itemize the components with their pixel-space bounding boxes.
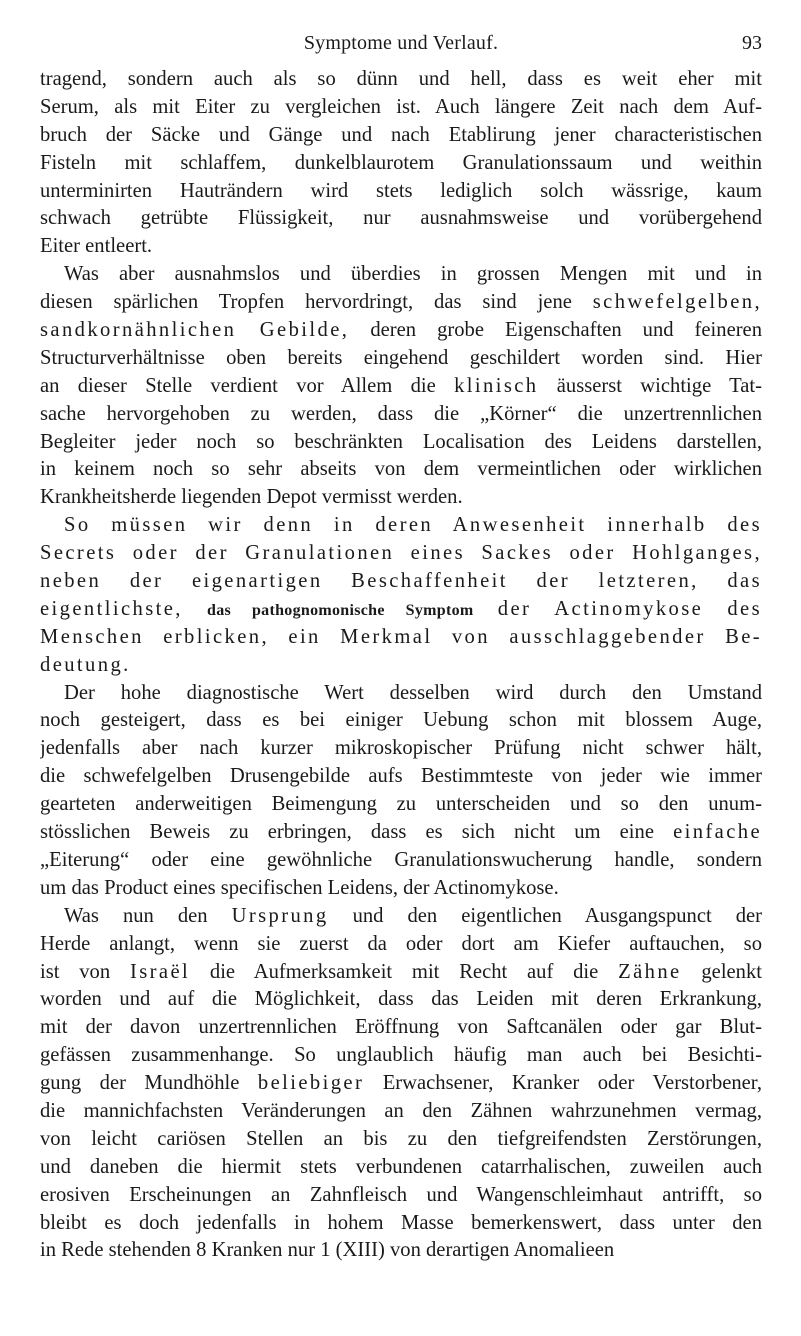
spaced-emphasis: eigentlichste, bbox=[40, 597, 207, 620]
running-head bbox=[40, 28, 762, 62]
text-segment: noch gesteigert, dass es bei einiger Uebung schon mit blossem Auge, bbox=[40, 709, 762, 732]
text-line bbox=[40, 1098, 762, 1126]
text-line bbox=[40, 289, 762, 317]
text-segment: stösslichen Beweis zu erbringen, dass es sich nicht um eine bbox=[40, 821, 674, 844]
text-line bbox=[40, 94, 762, 122]
text-line bbox=[40, 1070, 762, 1098]
text-line bbox=[40, 1126, 762, 1154]
running-title: Symptome und Verlauf. bbox=[303, 32, 499, 54]
text-segment: schwach getrübte Flüssigkeit, nur ausnahmsweise und vorübergehend bbox=[40, 207, 762, 230]
text-line bbox=[40, 847, 762, 875]
text-segment: gefässen zusammenhange. So unglaublich häufig man auch bei Besichti- bbox=[40, 1044, 762, 1067]
text-segment: Krankheitsherde liegenden Depot vermisst werden. bbox=[40, 486, 463, 509]
text-segment: diesen spärlichen Tropfen hervordringt, das sind jene bbox=[40, 291, 593, 314]
spaced-emphasis: Secrets oder der Granulationen eines Sackes oder Hohlganges, bbox=[40, 542, 762, 565]
spaced-emphasis: Israël bbox=[129, 960, 191, 983]
text-segment: erosiven Erscheinungen an Zahnfleisch und Wangenschleimhaut antrifft, so bbox=[40, 1183, 762, 1206]
text-line bbox=[40, 986, 762, 1014]
text-line bbox=[40, 178, 762, 206]
spaced-emphasis: der Actinomykose des bbox=[473, 597, 762, 620]
text-segment: Fisteln mit schlaffem, dunkelblaurotem Granulationssaum und weithin bbox=[40, 151, 762, 174]
text-line bbox=[40, 735, 762, 763]
text-segment: tragend, sondern auch als so dünn und hell, dass es weit eher mit bbox=[40, 68, 762, 90]
text-line bbox=[40, 456, 762, 484]
text-segment: an dieser Stelle verdient vor Allem die bbox=[40, 374, 455, 397]
text-line bbox=[40, 540, 762, 568]
text-line bbox=[40, 484, 762, 512]
text-line bbox=[40, 1014, 762, 1042]
text-segment: und den eigentlichen Ausgangspunct der bbox=[328, 904, 762, 927]
book-page bbox=[40, 28, 762, 1265]
spaced-emphasis: Menschen erblicken, ein Merkmal von ausschlaggebender Be- bbox=[40, 625, 762, 648]
spaced-emphasis: Ursprung bbox=[231, 904, 329, 927]
text-segment: bleibt es doch jedenfalls in hohem Masse bemerkenswert, dass unter den bbox=[40, 1211, 762, 1234]
text-line bbox=[40, 317, 762, 345]
text-line bbox=[40, 66, 762, 94]
text-line bbox=[40, 512, 762, 540]
text-line bbox=[40, 233, 762, 261]
spaced-emphasis: beliebiger bbox=[257, 1072, 365, 1095]
text-line bbox=[40, 122, 762, 150]
text-segment: sache hervorgehoben zu werden, dass die „Körner“ die unzertrennlichen bbox=[40, 402, 762, 425]
spaced-emphasis: einfache bbox=[673, 821, 762, 844]
text-segment: Structurverhältnisse oben bereits eingehend geschildert worden sind. Hier bbox=[40, 346, 762, 369]
text-segment: Was aber ausnahmslos und überdies in grossen Mengen mit und in bbox=[64, 263, 762, 286]
text-segment: gearteten anderweitigen Beimengung zu unterscheiden und so den unum- bbox=[40, 793, 762, 816]
spaced-emphasis: klinisch bbox=[454, 374, 539, 397]
text-line bbox=[40, 345, 762, 373]
text-segment: Serum, als mit Eiter zu vergleichen ist. Auch längere Zeit nach dem Auf- bbox=[40, 95, 762, 118]
text-line bbox=[40, 652, 762, 680]
text-segment: in keinem noch so sehr abseits von dem vermeintlichen oder wirklichen bbox=[40, 458, 762, 481]
text-line bbox=[40, 568, 762, 596]
text-line bbox=[40, 875, 762, 903]
text-segment: äusserst wichtige Tat- bbox=[538, 374, 762, 397]
text-segment: die Aufmerksamkeit mit Recht auf die bbox=[190, 960, 619, 983]
text-line bbox=[40, 596, 762, 624]
text-segment: die schwefelgelben Drusengebilde aufs Bestimmteste von jeder wie immer bbox=[40, 765, 762, 788]
text-segment: Erwachsener, Kranker oder Verstorbener, bbox=[364, 1072, 762, 1095]
text-segment: in Rede stehenden 8 Kranken nur 1 (XIII) von derartigen Anomalieen bbox=[40, 1239, 615, 1262]
text-line bbox=[40, 1237, 762, 1265]
text-segment: bruch der Säcke und Gänge und nach Etablirung jener characteristischen bbox=[40, 123, 762, 146]
text-line bbox=[40, 429, 762, 457]
text-segment: deren grobe Eigenschaften und feineren bbox=[349, 319, 762, 342]
text-segment: und daneben die hiermit stets verbundenen catarrhalischen, zuweilen auch bbox=[40, 1155, 762, 1178]
text-line bbox=[40, 401, 762, 429]
text-line bbox=[40, 931, 762, 959]
text-segment: Eiter entleert. bbox=[40, 235, 153, 258]
text-line bbox=[40, 763, 762, 791]
page-number: 93 bbox=[742, 32, 762, 54]
text-line bbox=[40, 261, 762, 289]
bold-emphasis: das pathognomonische Symptom bbox=[207, 601, 474, 619]
text-segment: gung der Mundhöhle bbox=[40, 1072, 258, 1095]
text-segment: Herde anlangt, wenn sie zuerst da oder dort am Kiefer auftauchen, so bbox=[40, 932, 762, 955]
text-segment: Was nun den bbox=[64, 904, 232, 927]
body-text bbox=[40, 66, 762, 1265]
text-segment: Der hohe diagnostische Wert desselben wird durch den Umstand bbox=[64, 681, 762, 704]
text-segment: um das Product eines specifischen Leidens, der Actinomykose. bbox=[40, 876, 559, 899]
text-line bbox=[40, 680, 762, 708]
spaced-emphasis: neben der eigenartigen Beschaffenheit der letzteren, das bbox=[40, 570, 762, 593]
text-line bbox=[40, 791, 762, 819]
text-line bbox=[40, 1182, 762, 1210]
text-segment: mit der davon unzertrennlichen Eröffnung von Saftcanälen oder gar Blut- bbox=[40, 1016, 762, 1039]
text-line bbox=[40, 707, 762, 735]
text-line bbox=[40, 205, 762, 233]
text-segment: die mannichfachsten Veränderungen an den Zähnen wahrzunehmen vermag, bbox=[40, 1099, 762, 1122]
text-segment: ist von bbox=[40, 960, 130, 983]
text-line bbox=[40, 1210, 762, 1238]
text-line bbox=[40, 150, 762, 178]
spaced-emphasis: deutung. bbox=[40, 653, 131, 676]
spaced-emphasis: sandkornähnlichen Gebilde, bbox=[40, 319, 350, 342]
spaced-emphasis: Zähne bbox=[618, 960, 682, 983]
text-segment: „Eiterung“ oder eine gewöhnliche Granulationswucherung handle, sondern bbox=[40, 848, 762, 871]
text-segment: unterminirten Hauträndern wird stets lediglich solch wässrige, kaum bbox=[40, 179, 762, 202]
text-line bbox=[40, 1154, 762, 1182]
text-segment: gelenkt bbox=[681, 960, 762, 983]
text-segment: Begleiter jeder noch so beschränkten Localisation des Leidens darstellen, bbox=[40, 430, 762, 453]
text-line bbox=[40, 959, 762, 987]
text-segment: worden und auf die Möglichkeit, dass das Leiden mit deren Erkrankung, bbox=[40, 988, 762, 1011]
spaced-emphasis: So müssen wir denn in deren Anwesenheit innerhalb des bbox=[64, 514, 762, 537]
text-line bbox=[40, 1042, 762, 1070]
text-line bbox=[40, 624, 762, 652]
text-line bbox=[40, 903, 762, 931]
text-line bbox=[40, 373, 762, 401]
text-line bbox=[40, 819, 762, 847]
spaced-emphasis: schwefelgelben, bbox=[592, 291, 762, 314]
text-segment: von leicht cariösen Stellen an bis zu den tiefgreifendsten Zerstörungen, bbox=[40, 1127, 762, 1150]
text-segment: jedenfalls aber nach kurzer mikroskopischer Prüfung nicht schwer hält, bbox=[40, 737, 762, 760]
